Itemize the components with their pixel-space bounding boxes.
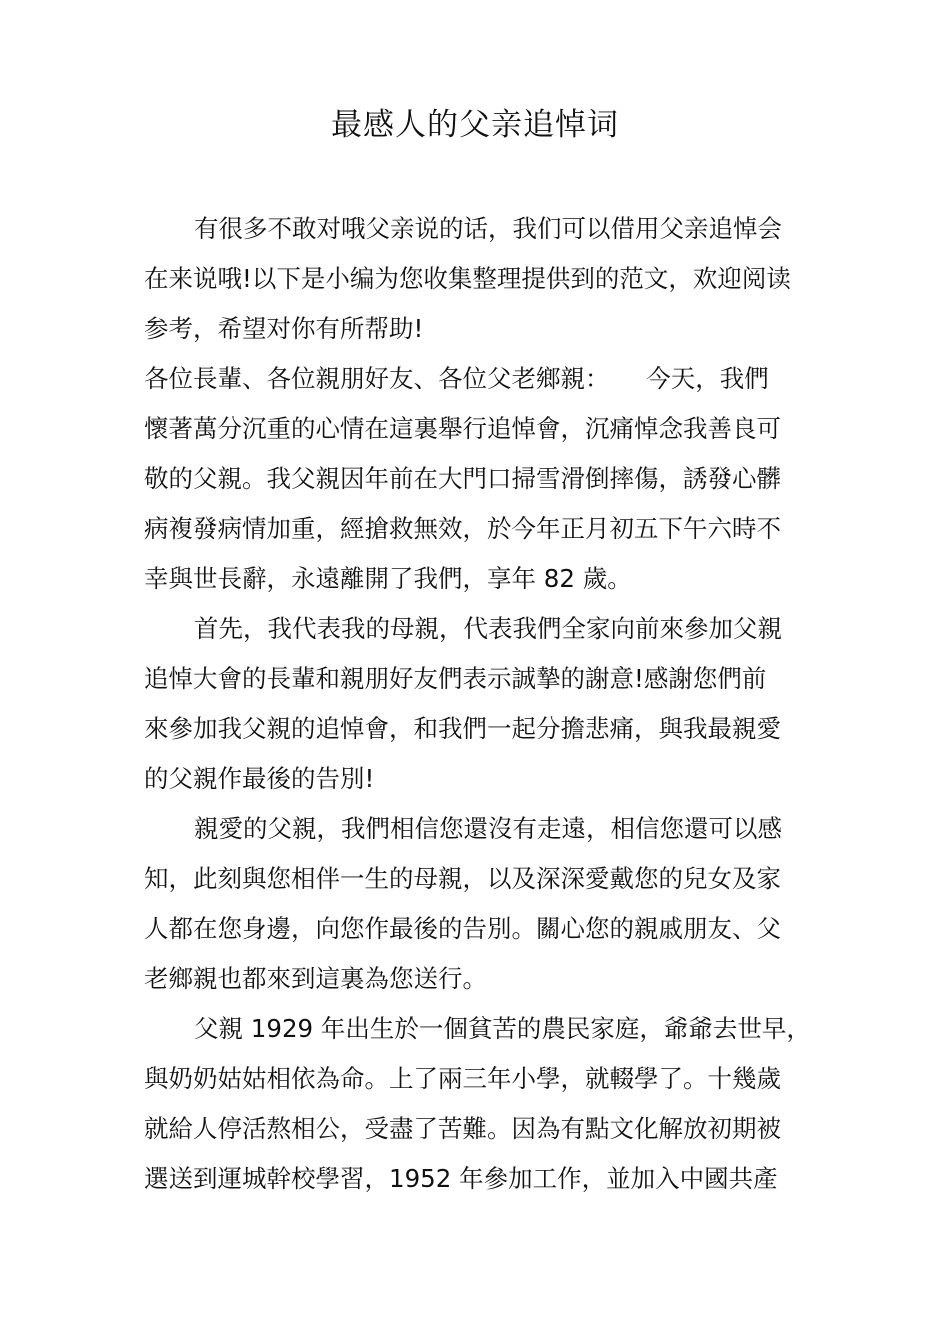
body-line: 知，此刻與您相伴一生的母親，以及深深愛戴您的兒女及家 bbox=[144, 864, 781, 893]
body-line: 首先，我代表我的母親，代表我們全家向前來參加父親 bbox=[194, 614, 782, 643]
body-line: 選送到運城幹校學習，1952 年參加工作，並加入中國共產 bbox=[144, 1164, 778, 1193]
body-line: 與奶奶姑姑相依為命。上了兩三年小學，就輟學了。十幾歲 bbox=[144, 1064, 781, 1093]
body-line: 的父親作最後的告別! bbox=[144, 764, 375, 793]
body-line: 父親 1929 年出生於一個貧苦的農民家庭，爺爺去世早， bbox=[194, 1014, 811, 1043]
body-line: 追悼大會的長輩和親朋好友們表示誠摯的謝意!感謝您們前 bbox=[144, 664, 767, 693]
body-line: 人都在您身邊，向您作最後的告別。關心您的親戚朋友、父 bbox=[144, 914, 781, 943]
document-title: 最感人的父亲追悼词 bbox=[331, 107, 619, 143]
document-body bbox=[144, 204, 834, 1204]
body-line: 病複發病情加重，經搶救無效，於今年正月初五下午六時不 bbox=[144, 514, 781, 543]
body-line: 老鄉親也都來到這裏為您送行。 bbox=[144, 964, 487, 993]
body-line: 各位長輩、各位親朋好友、各位父老鄉親： 今天，我們 bbox=[144, 364, 769, 393]
body-line: 就給人停活熬相公，受盡了苦難。因為有點文化解放初期被 bbox=[144, 1114, 781, 1143]
body-line: 参考，希望对你有所帮助! bbox=[144, 314, 424, 343]
body-line: 幸與世長辭，永遠離開了我們，享年 82 歲。 bbox=[144, 564, 632, 593]
body-line: 有很多不敢对哦父亲说的话，我们可以借用父亲追悼会 bbox=[194, 214, 782, 243]
body-line: 來參加我父親的追悼會，和我們一起分擔悲痛，與我最親愛 bbox=[144, 714, 781, 743]
body-line: 敬的父親。我父親因年前在大門口掃雪滑倒摔傷，誘發心髒 bbox=[144, 464, 781, 493]
body-line: 在来说哦!以下是小编为您收集整理提供到的范文，欢迎阅读 bbox=[144, 264, 791, 293]
body-line: 親愛的父親，我們相信您還沒有走遠，相信您還可以感 bbox=[194, 814, 782, 843]
body-line: 懷著萬分沉重的心情在這裏舉行追悼會，沉痛悼念我善良可 bbox=[144, 414, 781, 443]
